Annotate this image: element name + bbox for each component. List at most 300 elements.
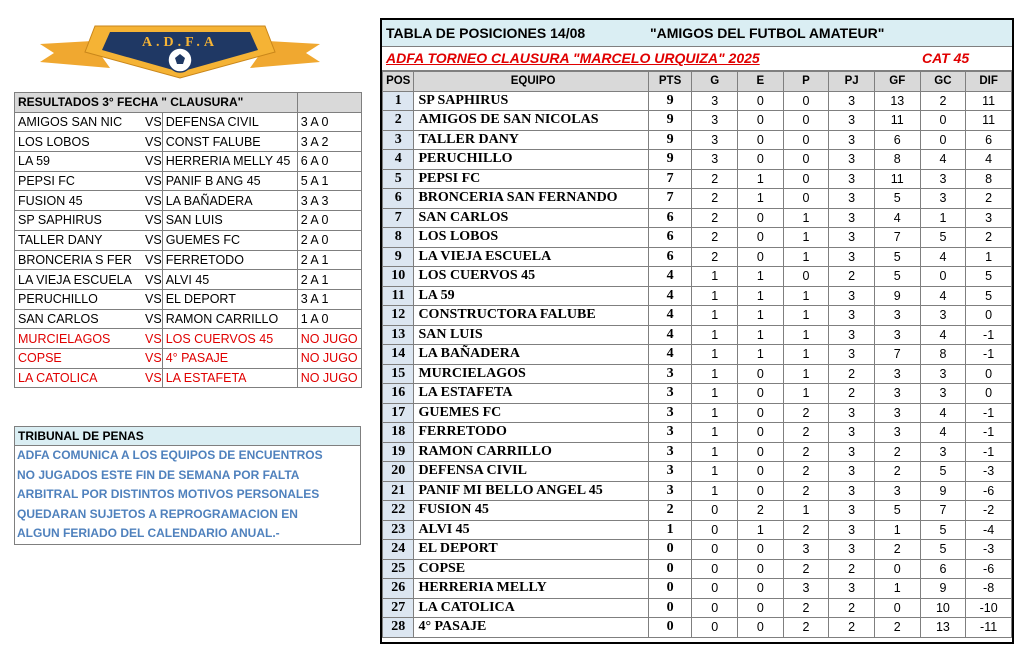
cell-drawn: 0: [738, 579, 784, 599]
cell-pos: 26: [383, 579, 414, 599]
result-away: CONST FALUBE: [162, 132, 297, 152]
cell-played: 2: [829, 364, 875, 384]
standings-row: [383, 384, 1012, 404]
cell-goal-diff: 1: [966, 247, 1012, 267]
cell-lost: 2: [783, 618, 829, 638]
result-row: [15, 152, 362, 172]
cell-goals-against: 0: [920, 130, 966, 150]
cell-team: LA BAÑADERA: [414, 345, 648, 365]
cell-goals-for: 7: [874, 228, 920, 248]
header-goals-for: GF: [874, 72, 920, 92]
cell-points: 3: [648, 442, 692, 462]
cell-team: MURCIELAGOS: [414, 364, 648, 384]
result-vs: VS: [142, 250, 162, 270]
cell-drawn: 1: [738, 267, 784, 287]
cell-goal-diff: -1: [966, 403, 1012, 423]
cell-goal-diff: 3: [966, 208, 1012, 228]
cell-drawn: 1: [738, 345, 784, 365]
cell-points: 7: [648, 169, 692, 189]
cell-lost: 1: [783, 228, 829, 248]
cell-pos: 22: [383, 501, 414, 521]
cell-played: 3: [829, 501, 875, 521]
standings-table: [382, 71, 1012, 638]
result-away: GUEMES FC: [162, 230, 297, 250]
result-score: 3 A 1: [297, 289, 361, 309]
result-vs: VS: [142, 132, 162, 152]
cell-pos: 21: [383, 481, 414, 501]
cell-lost: 0: [783, 91, 829, 111]
result-vs: VS: [142, 152, 162, 172]
standings-title: TABLA DE POSICIONES 14/08: [386, 25, 586, 41]
cell-played: 3: [829, 169, 875, 189]
cell-drawn: 0: [738, 150, 784, 170]
result-home: SAN CARLOS: [15, 309, 143, 329]
cell-won: 3: [692, 91, 738, 111]
tribunal-line: ALGUN FERIADO DEL CALENDARIO ANUAL.-: [17, 526, 280, 541]
header-points: PTS: [648, 72, 692, 92]
cell-goal-diff: 2: [966, 228, 1012, 248]
cell-drawn: 0: [738, 111, 784, 131]
header-goal-diff: DIF: [966, 72, 1012, 92]
cell-points: 6: [648, 247, 692, 267]
cell-points: 3: [648, 481, 692, 501]
cell-won: 1: [692, 423, 738, 443]
cell-goals-for: 5: [874, 501, 920, 521]
cell-goal-diff: -8: [966, 579, 1012, 599]
cell-goals-against: 1: [920, 208, 966, 228]
cell-goals-for: 4: [874, 208, 920, 228]
standings-row: [383, 579, 1012, 599]
results-header-empty: [297, 93, 361, 113]
result-away: LOS CUERVOS 45: [162, 329, 297, 349]
cell-drawn: 1: [738, 520, 784, 540]
cell-goal-diff: -3: [966, 540, 1012, 560]
cell-lost: 1: [783, 325, 829, 345]
tournament-bar: [382, 47, 1012, 71]
result-vs: VS: [142, 348, 162, 368]
cell-team: HERRERIA MELLY: [414, 579, 648, 599]
result-home: LA CATOLICA: [15, 368, 143, 388]
header-lost: P: [783, 72, 829, 92]
cell-pos: 11: [383, 286, 414, 306]
cell-played: 3: [829, 423, 875, 443]
cell-goals-for: 7: [874, 345, 920, 365]
cell-lost: 1: [783, 208, 829, 228]
cell-goal-diff: -1: [966, 345, 1012, 365]
tribunal-line: ARBITRAL POR DISTINTOS MOTIVOS PERSONALES: [17, 487, 320, 502]
cell-goal-diff: 0: [966, 384, 1012, 404]
cell-goal-diff: -2: [966, 501, 1012, 521]
cell-goal-diff: -6: [966, 481, 1012, 501]
cell-drawn: 0: [738, 208, 784, 228]
cell-goal-diff: 5: [966, 286, 1012, 306]
cell-team: TALLER DANY: [414, 130, 648, 150]
cell-pos: 8: [383, 228, 414, 248]
result-home: TALLER DANY: [15, 230, 143, 250]
cell-drawn: 0: [738, 462, 784, 482]
cell-played: 2: [829, 559, 875, 579]
cell-won: 1: [692, 325, 738, 345]
standings-row: [383, 364, 1012, 384]
result-row: [15, 171, 362, 191]
result-row: [15, 289, 362, 309]
cell-goals-for: 5: [874, 247, 920, 267]
cell-goals-against: 10: [920, 598, 966, 618]
result-row: [15, 250, 362, 270]
cell-pos: 17: [383, 403, 414, 423]
cell-points: 0: [648, 559, 692, 579]
cell-drawn: 1: [738, 189, 784, 209]
cell-points: 3: [648, 384, 692, 404]
result-row: [15, 112, 362, 132]
result-vs: VS: [142, 112, 162, 132]
result-home: MURCIELAGOS: [15, 329, 143, 349]
result-score: 2 A 0: [297, 230, 361, 250]
cell-team: CONSTRUCTORA FALUBE: [414, 306, 648, 326]
cell-drawn: 1: [738, 325, 784, 345]
standings-row: [383, 423, 1012, 443]
cell-goal-diff: 11: [966, 91, 1012, 111]
cell-played: 2: [829, 267, 875, 287]
cell-points: 4: [648, 325, 692, 345]
cell-drawn: 0: [738, 559, 784, 579]
cell-team: AMIGOS DE SAN NICOLAS: [414, 111, 648, 131]
cell-team: PERUCHILLO: [414, 150, 648, 170]
cell-points: 4: [648, 286, 692, 306]
cell-won: 1: [692, 442, 738, 462]
cell-lost: 2: [783, 462, 829, 482]
cell-points: 1: [648, 520, 692, 540]
cell-won: 1: [692, 286, 738, 306]
cell-goals-against: 4: [920, 150, 966, 170]
cell-played: 3: [829, 345, 875, 365]
cell-pos: 2: [383, 111, 414, 131]
cell-pos: 10: [383, 267, 414, 287]
cell-played: 3: [829, 91, 875, 111]
cell-points: 4: [648, 345, 692, 365]
result-home: BRONCERIA S FER: [15, 250, 143, 270]
cell-goals-against: 3: [920, 442, 966, 462]
cell-drawn: 1: [738, 169, 784, 189]
cell-played: 3: [829, 442, 875, 462]
result-away: SAN LUIS: [162, 211, 297, 231]
cell-goal-diff: 4: [966, 150, 1012, 170]
cell-won: 1: [692, 345, 738, 365]
result-score: 5 A 1: [297, 171, 361, 191]
cell-pos: 15: [383, 364, 414, 384]
association-name: "AMIGOS DEL FUTBOL AMATEUR": [650, 25, 885, 41]
cell-points: 3: [648, 423, 692, 443]
cell-lost: 1: [783, 306, 829, 326]
result-away: PANIF B ANG 45: [162, 171, 297, 191]
cell-drawn: 0: [738, 91, 784, 111]
cell-played: 3: [829, 579, 875, 599]
cell-goal-diff: 0: [966, 306, 1012, 326]
result-away: RAMON CARRILLO: [162, 309, 297, 329]
cell-goals-for: 11: [874, 169, 920, 189]
cell-drawn: 0: [738, 364, 784, 384]
standings-row: [383, 111, 1012, 131]
standings-row: [383, 247, 1012, 267]
cell-team: PEPSI FC: [414, 169, 648, 189]
standings-row: [383, 286, 1012, 306]
cell-goals-against: 3: [920, 189, 966, 209]
cell-lost: 1: [783, 364, 829, 384]
cell-team: LA ESTAFETA: [414, 384, 648, 404]
cell-points: 3: [648, 403, 692, 423]
result-row: [15, 368, 362, 388]
cell-pos: 13: [383, 325, 414, 345]
standings-row: [383, 598, 1012, 618]
result-home: AMIGOS SAN NIC: [15, 112, 143, 132]
standings-row: [383, 150, 1012, 170]
cell-team: LA 59: [414, 286, 648, 306]
cell-goals-for: 0: [874, 559, 920, 579]
tribunal-box: [14, 426, 361, 545]
cell-won: 2: [692, 189, 738, 209]
standings-row: [383, 130, 1012, 150]
cell-pos: 28: [383, 618, 414, 638]
result-away: LA BAÑADERA: [162, 191, 297, 211]
result-score: NO JUGO: [297, 329, 361, 349]
logo-text: A.D.F.A: [141, 35, 219, 50]
cell-drawn: 1: [738, 286, 784, 306]
cell-drawn: 0: [738, 247, 784, 267]
result-away: ALVI 45: [162, 270, 297, 290]
result-vs: VS: [142, 270, 162, 290]
result-vs: VS: [142, 211, 162, 231]
cell-goals-against: 4: [920, 247, 966, 267]
cell-team: EL DEPORT: [414, 540, 648, 560]
result-away: LA ESTAFETA: [162, 368, 297, 388]
result-score: 3 A 2: [297, 132, 361, 152]
cell-pos: 5: [383, 169, 414, 189]
cell-goals-against: 6: [920, 559, 966, 579]
cell-points: 6: [648, 208, 692, 228]
cell-team: SAN LUIS: [414, 325, 648, 345]
cell-drawn: 0: [738, 598, 784, 618]
cell-played: 3: [829, 540, 875, 560]
cell-team: BRONCERIA SAN FERNANDO: [414, 189, 648, 209]
cell-points: 9: [648, 91, 692, 111]
cell-goal-diff: -1: [966, 442, 1012, 462]
cell-pos: 4: [383, 150, 414, 170]
cell-team: COPSE: [414, 559, 648, 579]
cell-lost: 1: [783, 286, 829, 306]
standings-row: [383, 540, 1012, 560]
cell-team: GUEMES FC: [414, 403, 648, 423]
cell-played: 2: [829, 598, 875, 618]
cell-pos: 20: [383, 462, 414, 482]
result-home: PEPSI FC: [15, 171, 143, 191]
cell-lost: 2: [783, 520, 829, 540]
cell-won: 3: [692, 150, 738, 170]
cell-points: 9: [648, 130, 692, 150]
standings-row: [383, 481, 1012, 501]
result-home: COPSE: [15, 348, 143, 368]
cell-drawn: 0: [738, 228, 784, 248]
result-away: HERRERIA MELLY 45: [162, 152, 297, 172]
cell-team: RAMON CARRILLO: [414, 442, 648, 462]
cell-lost: 2: [783, 559, 829, 579]
cell-played: 3: [829, 286, 875, 306]
result-home: LOS LOBOS: [15, 132, 143, 152]
cell-won: 0: [692, 559, 738, 579]
cell-won: 0: [692, 598, 738, 618]
standings-row: [383, 559, 1012, 579]
standings-row: [383, 501, 1012, 521]
result-row: [15, 132, 362, 152]
cell-goals-against: 4: [920, 325, 966, 345]
cell-lost: 1: [783, 247, 829, 267]
standings-row: [383, 442, 1012, 462]
standings-row: [383, 325, 1012, 345]
result-row: [15, 329, 362, 349]
cell-played: 3: [829, 208, 875, 228]
cell-won: 3: [692, 111, 738, 131]
cell-pos: 3: [383, 130, 414, 150]
standings-row: [383, 520, 1012, 540]
cell-won: 1: [692, 384, 738, 404]
header-team: EQUIPO: [414, 72, 648, 92]
cell-played: 3: [829, 228, 875, 248]
cell-drawn: 2: [738, 501, 784, 521]
result-row: [15, 348, 362, 368]
result-score: 6 A 0: [297, 152, 361, 172]
cell-won: 1: [692, 481, 738, 501]
cell-won: 0: [692, 520, 738, 540]
tournament-name: ADFA TORNEO CLAUSURA "MARCELO URQUIZA" 2025: [386, 50, 760, 66]
cell-goals-against: 9: [920, 579, 966, 599]
cell-pos: 14: [383, 345, 414, 365]
standings-row: [383, 228, 1012, 248]
cell-goal-diff: 0: [966, 364, 1012, 384]
cell-played: 3: [829, 130, 875, 150]
result-row: [15, 191, 362, 211]
cell-points: 6: [648, 228, 692, 248]
standings-row: [383, 462, 1012, 482]
cell-points: 7: [648, 189, 692, 209]
tribunal-title: TRIBUNAL DE PENAS: [15, 427, 360, 446]
cell-lost: 1: [783, 501, 829, 521]
cell-won: 0: [692, 501, 738, 521]
cell-goals-against: 3: [920, 306, 966, 326]
cell-goals-against: 5: [920, 540, 966, 560]
cell-won: 1: [692, 306, 738, 326]
cell-goal-diff: 8: [966, 169, 1012, 189]
cell-points: 9: [648, 111, 692, 131]
result-vs: VS: [142, 368, 162, 388]
cell-won: 0: [692, 540, 738, 560]
results-table: [14, 92, 362, 388]
standings-row: [383, 267, 1012, 287]
cell-goals-for: 2: [874, 442, 920, 462]
cell-goals-against: 13: [920, 618, 966, 638]
standings-row: [383, 618, 1012, 638]
adfa-logo: [40, 22, 320, 80]
cell-team: ALVI 45: [414, 520, 648, 540]
cell-goal-diff: -4: [966, 520, 1012, 540]
result-score: 2 A 0: [297, 211, 361, 231]
result-away: 4° PASAJE: [162, 348, 297, 368]
cell-points: 0: [648, 618, 692, 638]
cell-played: 3: [829, 481, 875, 501]
cell-pos: 9: [383, 247, 414, 267]
result-away: DEFENSA CIVIL: [162, 112, 297, 132]
cell-goals-against: 5: [920, 520, 966, 540]
result-row: [15, 309, 362, 329]
standings-row: [383, 208, 1012, 228]
cell-goals-for: 3: [874, 364, 920, 384]
cell-goals-for: 0: [874, 598, 920, 618]
cell-goals-for: 2: [874, 462, 920, 482]
cell-goals-for: 11: [874, 111, 920, 131]
cell-drawn: 0: [738, 442, 784, 462]
result-away: EL DEPORT: [162, 289, 297, 309]
cell-played: 3: [829, 306, 875, 326]
result-score: NO JUGO: [297, 348, 361, 368]
result-home: LA 59: [15, 152, 143, 172]
cell-goals-for: 3: [874, 481, 920, 501]
cell-goals-for: 2: [874, 540, 920, 560]
cell-goals-for: 1: [874, 579, 920, 599]
cell-goals-against: 0: [920, 267, 966, 287]
cell-pos: 18: [383, 423, 414, 443]
cell-goals-against: 5: [920, 228, 966, 248]
cell-goal-diff: -1: [966, 325, 1012, 345]
cell-drawn: 0: [738, 384, 784, 404]
cell-team: LA VIEJA ESCUELA: [414, 247, 648, 267]
cell-lost: 0: [783, 267, 829, 287]
result-row: [15, 230, 362, 250]
cell-lost: 2: [783, 423, 829, 443]
cell-goals-against: 3: [920, 384, 966, 404]
cell-won: 1: [692, 403, 738, 423]
cell-played: 3: [829, 111, 875, 131]
cell-pos: 19: [383, 442, 414, 462]
cell-points: 2: [648, 501, 692, 521]
cell-pos: 24: [383, 540, 414, 560]
cell-played: 3: [829, 520, 875, 540]
cell-goal-diff: 11: [966, 111, 1012, 131]
cell-drawn: 0: [738, 130, 784, 150]
standings-row: [383, 169, 1012, 189]
results-header: RESULTADOS 3° FECHA " CLAUSURA": [15, 93, 298, 113]
cell-won: 1: [692, 462, 738, 482]
cell-team: LOS LOBOS: [414, 228, 648, 248]
header-goals-against: GC: [920, 72, 966, 92]
result-home: LA VIEJA ESCUELA: [15, 270, 143, 290]
cell-pos: 25: [383, 559, 414, 579]
cell-goal-diff: 2: [966, 189, 1012, 209]
cell-won: 2: [692, 169, 738, 189]
result-score: 1 A 0: [297, 309, 361, 329]
cell-goal-diff: -3: [966, 462, 1012, 482]
result-home: SP SAPHIRUS: [15, 211, 143, 231]
cell-pos: 7: [383, 208, 414, 228]
standings-row: [383, 403, 1012, 423]
cell-goals-against: 3: [920, 364, 966, 384]
cell-goal-diff: -10: [966, 598, 1012, 618]
cell-points: 0: [648, 540, 692, 560]
tribunal-line: QUEDARAN SUJETOS A REPROGRAMACION EN: [17, 506, 298, 521]
result-score: 3 A 0: [297, 112, 361, 132]
result-row: [15, 211, 362, 231]
header-played: PJ: [829, 72, 875, 92]
result-score: 2 A 1: [297, 250, 361, 270]
cell-drawn: 0: [738, 540, 784, 560]
cell-goal-diff: -11: [966, 618, 1012, 638]
